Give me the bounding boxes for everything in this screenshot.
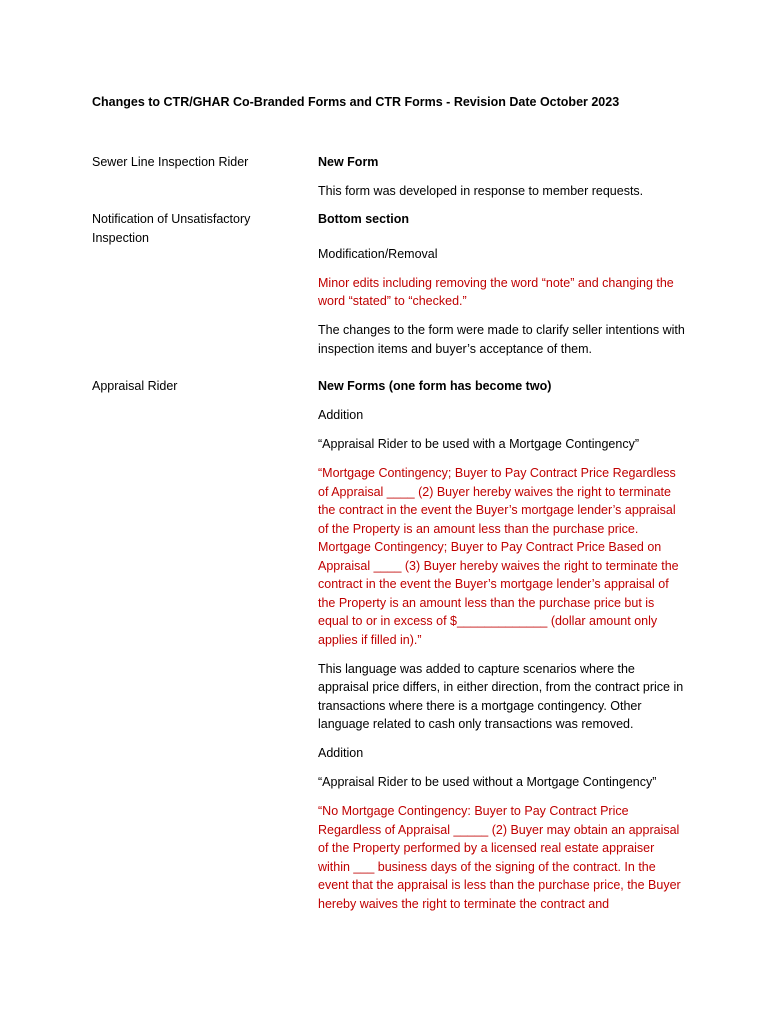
paragraph: “Appraisal Rider to be used with a Mortgage Contingency” bbox=[318, 437, 640, 451]
section-heading: New Form bbox=[318, 155, 379, 169]
section-content-appraisal bbox=[318, 377, 688, 924]
paragraph: “Appraisal Rider to be used without a Mortgage Contingency” bbox=[318, 775, 657, 789]
section-label-appraisal: Appraisal Rider bbox=[92, 379, 178, 393]
paragraph: The changes to the form were made to clarify seller intentions with inspection items and buyer’s acceptance of them. bbox=[318, 323, 685, 356]
paragraph: This language was added to capture scenarios where the appraisal price differs, in either direction, from the contract price in transactions where there is a mortgage contingency. Other language related to cash only transactions was removed. bbox=[318, 661, 684, 731]
paragraph-red: “Mortgage Contingency; Buyer to Pay Contract Price Regardless of Appraisal ____ (2) Buyer hereby waives the right to terminate the contract in the event the Buyer’s mortgage lender’s appraisal of the Property is an amount less than the purchase price. Mortgage Contingency; Buyer to Pay Contract Price Based on Appraisal ____ (3) Buyer hereby waives the right to terminate the contract in the event the Buyer’s mortgage lender’s appraisal of the Property is an amount less than the purchase price but is equal to or in excess of $_____________ (dollar amount only applies if filled in).” bbox=[318, 466, 679, 647]
paragraph-red: Minor edits including removing the word “note” and changing the word “stated” to “checked.” bbox=[318, 275, 674, 308]
section-content-sewer-line bbox=[318, 153, 688, 211]
paragraph: Addition bbox=[318, 746, 364, 760]
paragraph: This form was developed in response to member requests. bbox=[318, 184, 644, 198]
document-title: Changes to CTR/GHAR Co-Branded Forms and CTR Forms - Revision Date October 2023 bbox=[92, 95, 620, 109]
section-label-sewer-line: Sewer Line Inspection Rider bbox=[92, 155, 249, 169]
paragraph-red: “No Mortgage Contingency: Buyer to Pay Contract Price Regardless of Appraisal _____ (2) Buyer may obtain an appraisal of the Property performed by a licensed real estate appraiser within ___ business days of the signing of the contract. In the event that the appraisal is less than the purchase price, the Buyer hereby waives the right to terminate the contract and bbox=[318, 804, 681, 911]
section-heading: New Forms (one form has become two) bbox=[318, 379, 552, 393]
section-heading: Bottom section bbox=[318, 212, 409, 226]
section-label-notification: Notification of Unsatisfactory Inspection bbox=[92, 212, 251, 245]
paragraph: Addition bbox=[318, 408, 364, 422]
paragraph: Modification/Removal bbox=[318, 246, 438, 261]
section-content-notification bbox=[318, 210, 688, 369]
